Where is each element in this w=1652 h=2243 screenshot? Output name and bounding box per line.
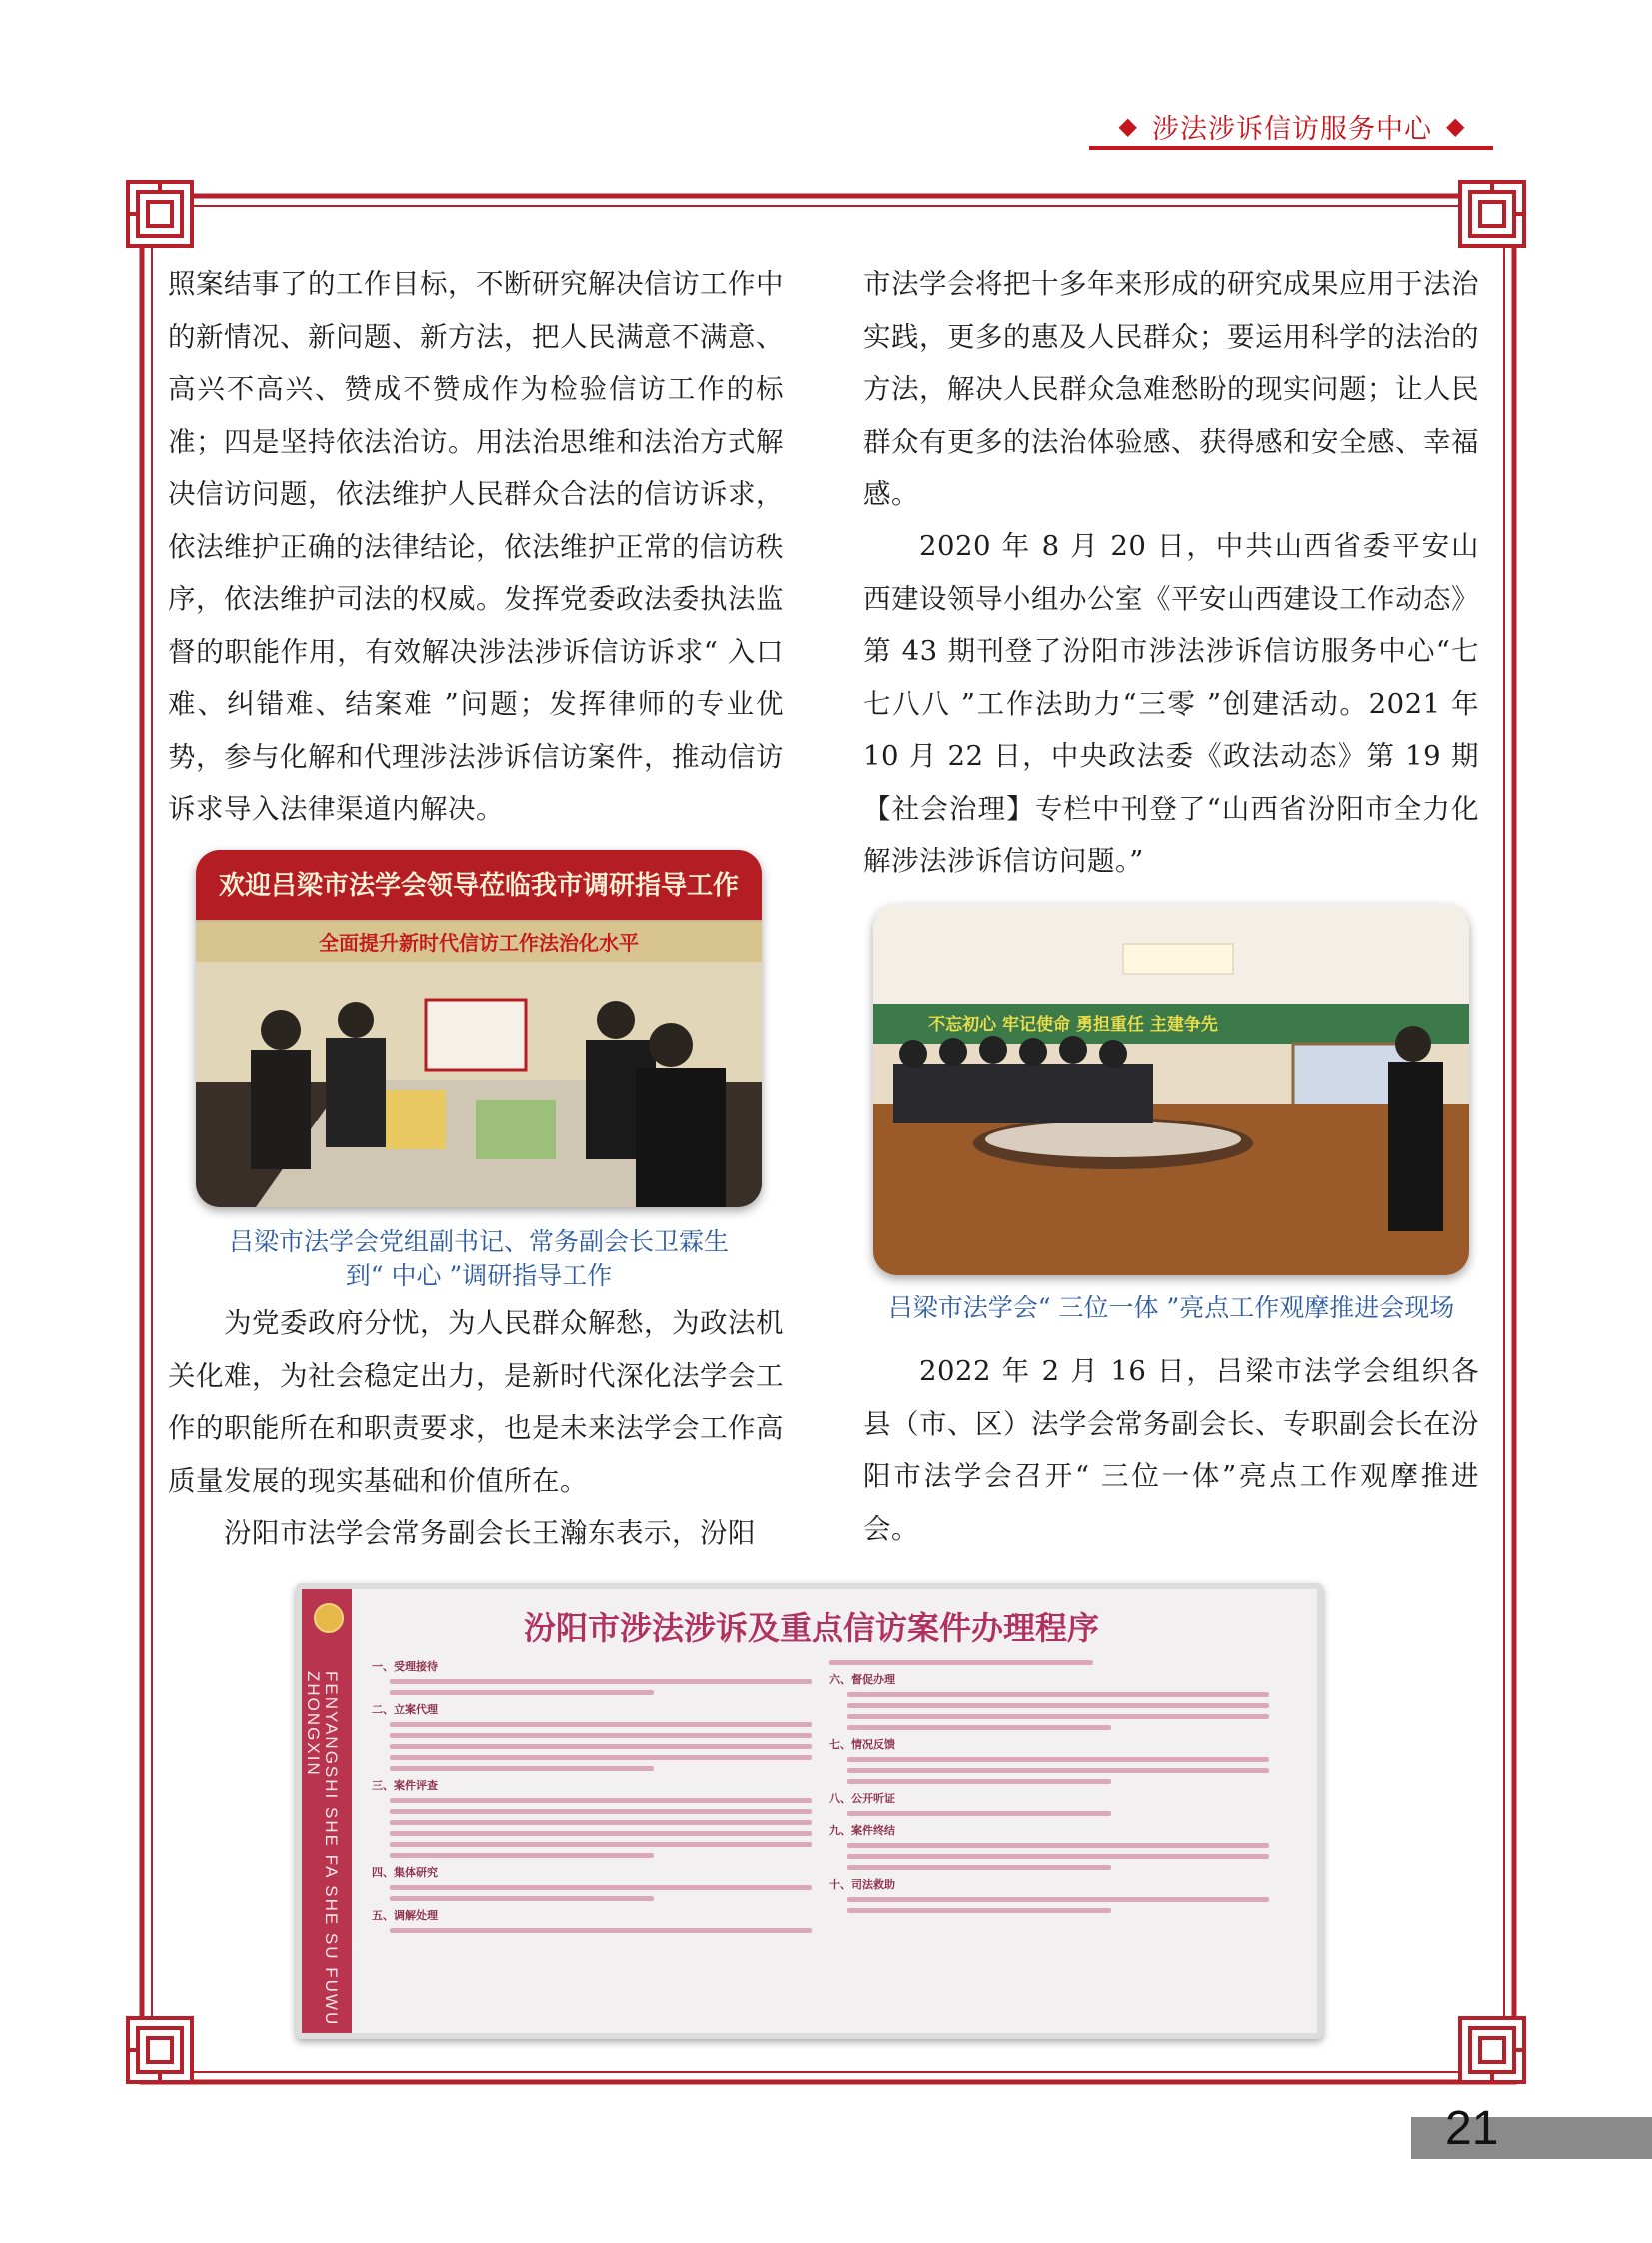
board-heading: 六、督促办理	[829, 1673, 895, 1686]
header-rule	[1089, 146, 1493, 150]
board-heading: 四、集体研究	[372, 1866, 438, 1879]
left-paragraph-2: 为党委政府分忧，为人民群众解愁，为政法机关化难，为社会稳定出力，是新时代深化法学会工作的职能所在和职责要求，也是未来法学会工作高质量发展的现实基础和价值所在。	[168, 1307, 784, 1497]
running-header	[1091, 106, 1493, 146]
right-paragraph-3: 2022 年 2 月 16 日，吕梁市法学会组织各县（市、区）法学会常务副会长、专职副会长在汾阳市法学会召开“ 三位一体”亮点工作观摩推进会。	[863, 1355, 1479, 1545]
diamond-icon: ◆	[1118, 112, 1138, 140]
board-heading: 一、受理接待	[372, 1660, 438, 1673]
running-header-title: 涉法涉诉信访服务中心	[1152, 113, 1432, 145]
banner-wall-text: 不忘初心 牢记使命 勇担重任 主建争先	[928, 1015, 1218, 1035]
photo-caption-right: 吕梁市法学会“ 三位一体 ”亮点工作观摩推进会现场	[887, 1293, 1455, 1322]
board-heading: 二、立案代理	[372, 1703, 438, 1716]
left-paragraph-1: 照案结事了的工作目标，不断研究解决信访工作中的新情况、新问题、新方法，把人民满意不满意、高兴不高兴、赞成不赞成作为检验信访工作的标准；四是坚持依法治访。用法治思维和法治方式解决信访问题，依法维护人民群众合法的信访诉求，依法维护正确的法律结论，依法维护正常的信访秩序，依法维护司法的权威。发挥党委政法委执法监督的职能作用，有效解决涉法涉诉信访诉求“ 入口难、纠错难、结案难 ”问题；发挥律师的专业优势，参与化解和代理涉法涉诉信访案件，推动信访诉求导入法律渠道内解决。	[168, 268, 784, 825]
left-paragraph-3: 汾阳市法学会常务副会长王瀚东表示，汾阳	[224, 1517, 756, 1549]
caption-line-2: 到“ 中心 ”调研指导工作	[345, 1261, 613, 1290]
procedure-board-photo	[296, 1583, 1323, 2039]
board-left-column	[372, 1655, 812, 1939]
board-side-text: FENYANGSHI SHE FA SHE SU FUWU ZHONGXIN	[304, 1671, 341, 2027]
board-heading: 七、情况反馈	[829, 1738, 895, 1751]
diamond-icon: ◆	[1446, 112, 1466, 140]
national-emblem-icon	[314, 1603, 344, 1633]
page-number: 21	[1445, 2102, 1499, 2155]
photo-research-visit	[196, 850, 762, 1207]
photo-observation-meeting	[873, 904, 1469, 1275]
board-title: 汾阳市涉法涉诉及重点信访案件办理程序	[523, 1609, 1099, 1647]
board-heading: 八、公开听证	[829, 1792, 895, 1805]
board-heading: 五、调解处理	[372, 1909, 438, 1922]
caption-line-1: 吕梁市法学会党组副书记、常务副会长卫霖生	[228, 1227, 729, 1256]
photo-caption-left	[196, 1225, 762, 1293]
right-paragraph-2: 2020 年 8 月 20 日，中共山西省委平安山西建设领导小组办公室《平安山西建设工作动态》第 43 期刊登了汾阳市涉法涉诉信访服务中心“七七八八 ”工作法助力“三零 ”创建活动。2021 年 10 月 22 日，中央政法委《政法动态》第 19 期【社会治理】专栏中刊登了“山西省汾阳市全力化解涉法涉诉信访问题。”	[863, 530, 1479, 877]
board-heading: 三、案件评查	[372, 1779, 438, 1792]
banner-welcome-text: 欢迎吕梁市法学会领导莅临我市调研指导工作	[218, 871, 740, 901]
board-heading: 十、司法救助	[829, 1878, 895, 1891]
banner-slogan-text: 全面提升新时代信访工作法治化水平	[319, 931, 639, 955]
board-heading: 九、案件终结	[829, 1824, 895, 1837]
board-right-column	[829, 1655, 1269, 1919]
right-paragraph-1: 市法学会将把十多年来形成的研究成果应用于法治实践，更多的惠及人民群众；要运用科学的法治的方法，解决人民群众急难愁盼的现实问题；让人民群众有更多的法治体验感、获得感和安全感、幸福感。	[863, 268, 1479, 510]
